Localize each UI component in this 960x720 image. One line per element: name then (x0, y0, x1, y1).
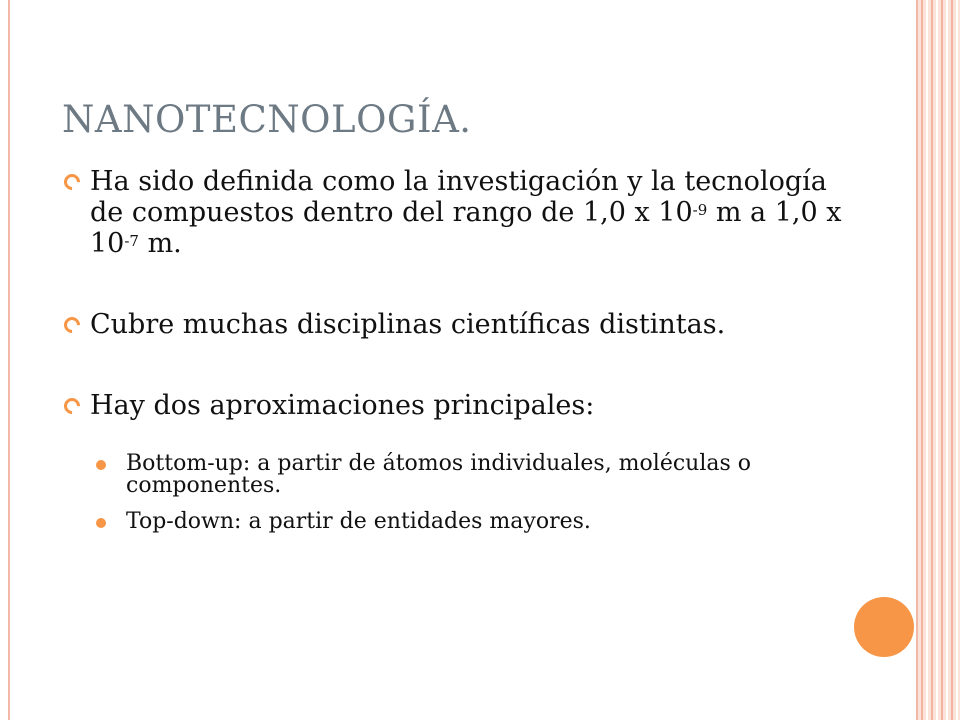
bullet-ring-icon (61, 395, 84, 418)
bullet-text: Hay dos aproximaciones principales: (90, 390, 595, 421)
sub-bullet-text: Top-down: a partir de entidades mayores. (126, 509, 591, 534)
exponent: -7 (124, 232, 139, 250)
sub-bullet-top-down (96, 511, 854, 533)
bullet-text: Cubre muchas disciplinas científicas distintas. (90, 309, 726, 340)
slide-title: NANOTECNOLOGÍA. (62, 98, 472, 141)
bullet-text: Ha sido definida como la investigación y la tecnología de compuestos dentro del rango de 1,0 x $10^{-9}$ m a 1,0 x $10^{-7}$ m. (90, 166, 842, 259)
bullet-item-disciplines (64, 309, 854, 340)
decorative-circle (854, 597, 914, 657)
sub-bullet-list (96, 453, 854, 533)
exponent: -9 (692, 201, 708, 219)
decorative-stripes (918, 0, 960, 720)
bullet-list (64, 166, 854, 547)
bullet-item-definition (64, 166, 854, 259)
sub-bullet-bottom-up (96, 453, 854, 497)
sub-bullet-text: Bottom-up: a partir de átomos individuales, moléculas o componentes. (126, 451, 752, 498)
bullet-ring-icon (61, 171, 84, 194)
bullet-dot-icon (96, 460, 106, 470)
bullet-dot-icon (96, 518, 106, 528)
bullet-ring-icon (61, 314, 84, 337)
bullet-item-approaches (64, 390, 854, 421)
